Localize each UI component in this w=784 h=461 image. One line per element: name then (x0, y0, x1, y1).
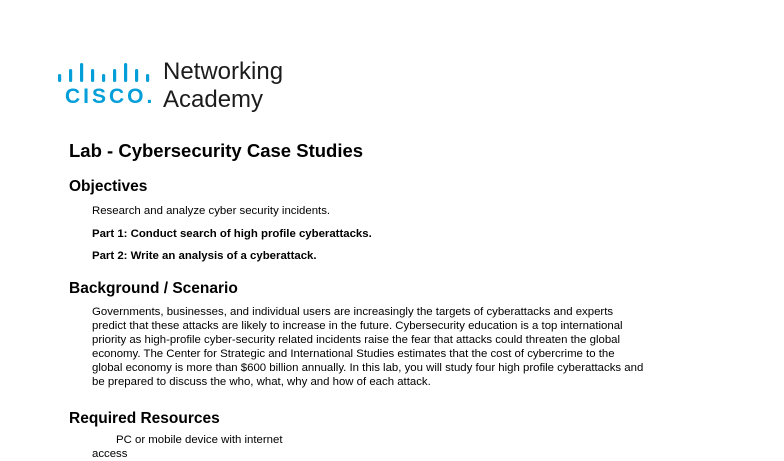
page-title: Lab - Cybersecurity Case Studies (69, 140, 364, 161)
logo-networking-text: Networking (163, 58, 284, 85)
background-line: predict that these attacks are likely to increase in the future. Cybersecurity education is a top international (92, 320, 623, 332)
resource-item: PC or mobile device with internet access (92, 434, 283, 460)
background-line: be prepared to discuss the who, what, why and how of each attack. (92, 376, 431, 388)
background-line: economy. The Center for Strategic and International Studies estimates that the cost of cybercrime to the (92, 348, 615, 360)
logo-academy-text: Academy (163, 86, 264, 113)
background-heading: Background / Scenario (69, 280, 238, 297)
background-line: Governments, businesses, and individual users are increasingly the targets of cyberattacks and experts (92, 306, 614, 318)
objectives-intro: Research and analyze cyber security incidents. (92, 205, 331, 217)
objective-part-1: Part 1: Conduct search of high profile cyberattacks. (92, 228, 372, 240)
required-resources-heading: Required Resources (69, 410, 220, 427)
cisco-wordmark: CISCO. (65, 85, 156, 108)
objective-part-2: Part 2: Write an analysis of a cyberattack. (92, 250, 317, 262)
cisco-networking-academy-logo (57, 60, 317, 116)
background-paragraph (92, 305, 732, 389)
objectives-heading: Objectives (69, 178, 148, 195)
cisco-bars-icon (57, 62, 152, 84)
background-line: global economy is more than $600 billion annually. In this lab, you will study four high profile cyberattacks and (92, 362, 644, 374)
resources-list (92, 433, 307, 460)
background-line: priority as high-profile cyber-security related incidents raise the fear that attacks could threaten the global (92, 334, 621, 346)
